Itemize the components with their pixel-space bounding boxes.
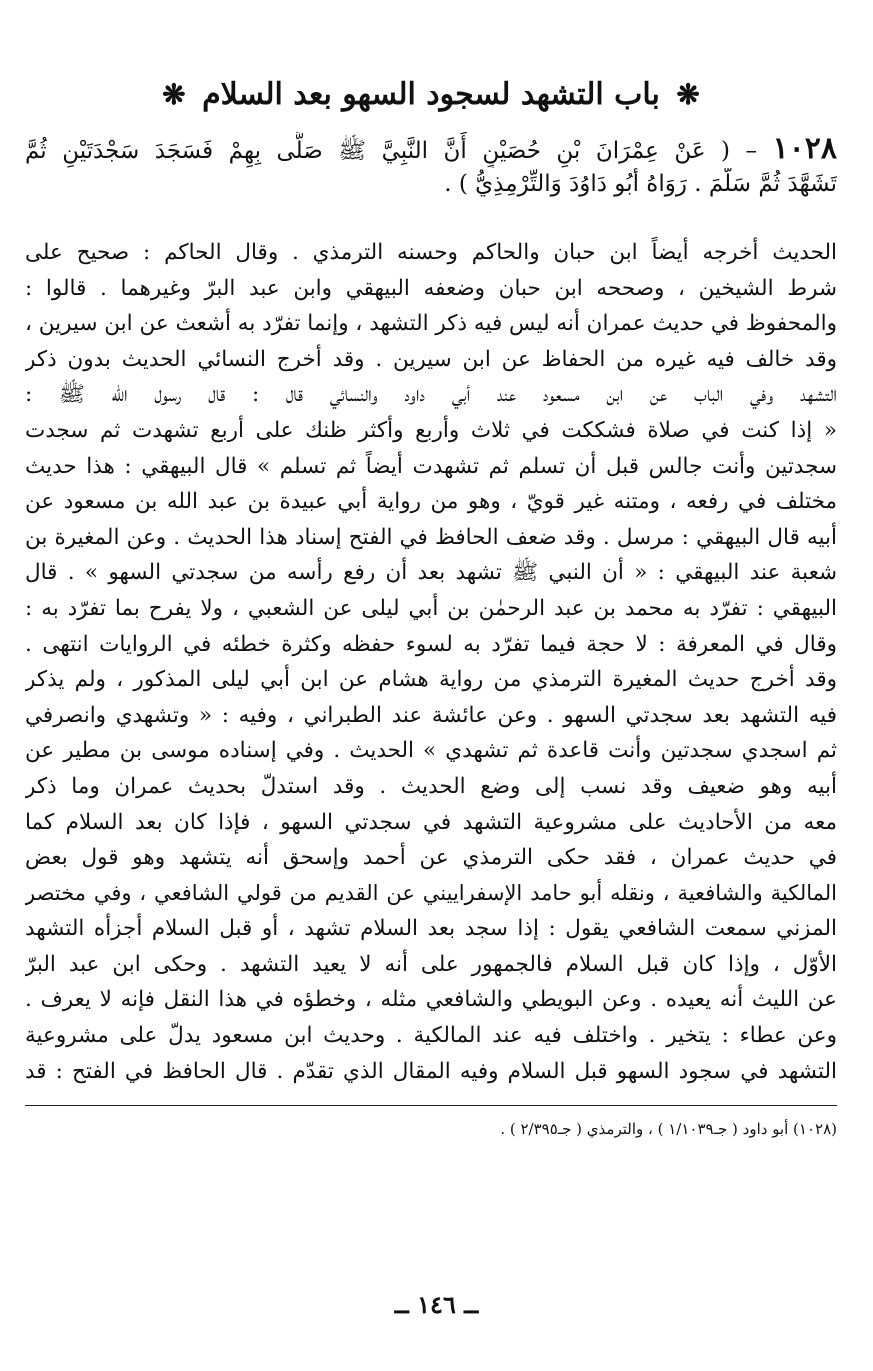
commentary-line: أبيه قال البيهقي : مرسل . وقد ضعف الحافظ في الفتح إسناد هذا الحديث . وعن المغيرة بن bbox=[25, 524, 837, 550]
hadith-line: تَشَهَّدَ ثُمَّ سَلَّمَ . رَوَاهُ أَبُو دَاوُدَ وَالتِّرْمِذِيُّ ) . bbox=[444, 171, 837, 197]
commentary-line: أبيه وهو ضعيف وقد نسب إلى وضع الحديث . وقد استدلّ بحديث عمران وما ذكر bbox=[25, 773, 837, 799]
commentary-line: معه من الأحاديث على مشروعية التشهد في سجدتي السهو ، فإذا كان بعد السلام كما bbox=[25, 809, 837, 835]
commentary-line: التشهد في سجود السهو قبل السلام وفيه المقال الذي تقدّم . قال الحافظ في الفتح : قد bbox=[25, 1058, 837, 1084]
footnote: (١٠٢٨) أبو داود ( جـ١/١٠٣٩ ) ، والترمذي ( جـ٢/٣٩٥ ) . bbox=[500, 1120, 837, 1139]
commentary-line: والمحفوظ في حديث عمران أنه ليس فيه ذكر التشهد ، وإنما تفرّد به أشعث عن ابن سيرين ، bbox=[25, 311, 837, 337]
commentary-line: المزني سمعت الشافعي يقول : إذا سجد بعد السلام تشهد ، أو قبل السلام أجزأه التشهد bbox=[25, 916, 837, 942]
commentary-line: شعبة عند البيهقي : « أن النبي ﷺ تشهد بعد أن رفع رأسه من سجدتي السهو » . قال bbox=[25, 560, 837, 586]
commentary-line: سجدتين وأنت جالس قبل أن تسلم ثم تشهدت أيضاً ثم تسلم » قال البيهقي : هذا حديث bbox=[25, 453, 837, 479]
commentary-line: عن الليث أنه يعيده . وعن البويطي والشافعي مثله ، وخطؤه في هذا النقل فإنه لا يعرف . bbox=[25, 987, 837, 1013]
commentary-line: « إذا كنت في صلاة فشككت في ثلاث وأربع وأكثر ظنك على أربع تشهدت ثم سجدت bbox=[25, 417, 837, 443]
commentary-line: وقد أخرج حديث المغيرة الترمذي من رواية هشام عن ابن أبي ليلى المذكور ، ولم يذكر bbox=[25, 667, 837, 693]
commentary-line: فيه التشهد بعد سجدتي السهو . وعن عائشة عند الطبراني ، وفيه : « وتشهدي وانصرفي bbox=[25, 702, 837, 728]
page bbox=[25, 60, 837, 1142]
footnote-divider bbox=[25, 1105, 837, 1106]
page-number: ــ ١٤٦ ــ bbox=[394, 1290, 479, 1319]
chapter-title bbox=[25, 60, 837, 130]
commentary-line: وقد خالف فيه غيره من الحفاظ عن ابن سيرين . وقد أخرج النسائي الحديث بدون ذكر bbox=[25, 346, 837, 372]
ornament-star-icon: ❋ bbox=[676, 78, 700, 111]
hadith-text bbox=[25, 132, 837, 201]
chapter-title-text: باب التشهد لسجود السهو بعد السلام bbox=[202, 77, 660, 112]
commentary-line: وقال في المعرفة : لا حجة فيما تفرّد به لسوء حفظه وكثرة خطئه في الروايات انتهى . bbox=[25, 631, 837, 657]
hadith-number: ١٠٢٨ bbox=[772, 132, 837, 166]
commentary bbox=[25, 235, 837, 1089]
commentary-line: المالكية والشافعية ، ونقله أبو حامد الإسفراييني عن القديم من قولي الشافعي ، وفي مختصر bbox=[25, 880, 837, 905]
commentary-line: ثم اسجدي سجدتين وأنت قاعدة ثم تشهدي » الحديث . وفي إسناده موسى بن مطير عن bbox=[25, 738, 837, 764]
commentary-line: مختلف في رفعه ، ومتنه غير قويّ ، وهو من رواية أبي عبيدة بن عبد الله بن مسعود عن bbox=[25, 489, 837, 515]
commentary-line: الحديث أخرجه أيضاً ابن حبان والحاكم وحسنه الترمذي . وقال الحاكم : صحيح على bbox=[25, 240, 837, 265]
ornament-star-icon: ❋ bbox=[162, 78, 186, 111]
hadith-line bbox=[25, 132, 837, 168]
hadith-line-text: – ( عَنْ عِمْرَانَ بْنِ حُصَيْنٍ أَنَّ النَّبِيَّ ﷺ صَلَّى بِهِمْ فَسَجَدَ سَجْدَتَيْنِ ثُمَّ bbox=[25, 138, 758, 164]
commentary-line: الأوّل ، وإذا كان قبل السلام فالجمهور على أنه لا يعيد التشهد . وحكى ابن عبد البرّ bbox=[25, 951, 837, 977]
commentary-line: التشهد وفي الباب عن ابن مسعود عند أبي داود والنسائي قال : قال رسول الله ﷺ : bbox=[25, 382, 837, 408]
commentary-line: البيهقي : تفرّد به محمد بن عبد الرحمٰن بن أبي ليلى عن الشعبي ، ولا يفرح بما تفرّد به : bbox=[25, 595, 837, 621]
commentary-line: في حديث عمران ، فقد حكى الترمذي عن أحمد وإسحق أنه يتشهد وهو قول بعض bbox=[25, 845, 837, 871]
commentary-line: شرط الشيخين ، وصححه ابن حبان وضعفه البيهقي وابن عبد البرّ وغيرهما . قالوا : bbox=[25, 275, 837, 301]
commentary-line: وعن عطاء : يتخير . واختلف فيه عند المالكية . وحديث ابن مسعود يدلّ على مشروعية bbox=[25, 1023, 837, 1049]
